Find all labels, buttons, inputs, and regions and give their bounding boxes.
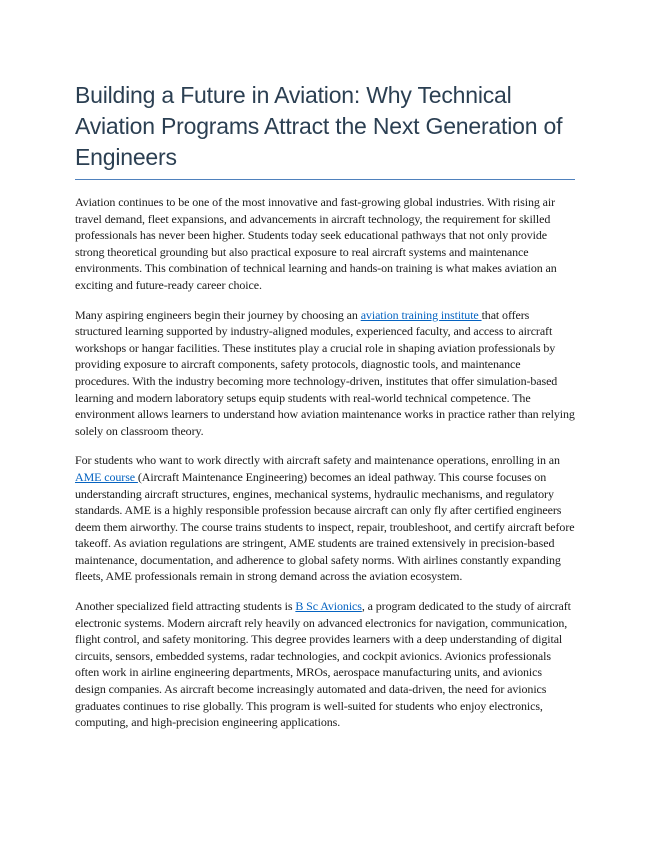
ame-course-link[interactable]: AME course: [75, 469, 138, 484]
text-run: , a program dedicated to the study of aircraft electronic systems. Modern aircraft rely heavily on advanced electronics for navigation, communication, flight control, and safety monitoring. This degree provides learners with a deep understanding of digital circuits, sensors, embedded systems, radar technologies, and cockpit avionics. Avionics professionals often work in airline engineering departments, MROs, aerospace manufacturing units, and avionics design companies. As aircraft become increasingly automated and data-driven, the need for avionics graduates continues to rise globally. This program is well-suited for students who enjoy electronics, computing, and high-precision engineering applications.: [75, 599, 571, 730]
text-run: For students who want to work directly with aircraft safety and maintenance operations, enrolling in an: [75, 453, 560, 468]
text-run: (Aircraft Maintenance Engineering) becomes an ideal pathway. This course focuses on understanding aircraft structures, engines, mechanical systems, hydraulic mechanisms, and regulatory standards. AME is a highly responsible profession because aircraft can only fly after certified engineers deem them airworthy. The course trains students to inspect, repair, troubleshoot, and certify aircraft before takeoff. As aviation regulations are stringent, AME students are trained extensively in precision-based maintenance, documentation, and adherence to global safety norms. With airlines constantly expanding fleets, AME professionals remain in strong demand across the aviation ecosystem.: [75, 469, 575, 584]
text-run: Many aspiring engineers begin their journey by choosing an: [75, 307, 361, 322]
paragraph: [75, 598, 575, 731]
document-title: Building a Future in Aviation: Why Technical Aviation Programs Attract the Next Generation of Engineers: [75, 82, 563, 170]
bsc-avionics-link[interactable]: B Sc Avionics: [295, 599, 362, 614]
text-run: that offers structured learning supported by industry-aligned modules, experienced faculty, and access to aircraft workshops or hangar facilities. These institutes play a crucial role in shaping aviation professionals by providing exposure to aircraft components, safety protocols, diagnostic tools, and maintenance procedures. With the industry becoming more technology-driven, institutes that offer simulation-based learning and modern laboratory setups equip students with real-world technical competence. The environment allows learners to understand how aviation maintenance works in practice rather than relying solely on classroom theory.: [75, 307, 575, 438]
text-run: Aviation continues to be one of the most innovative and fast-growing global industries. With rising air travel demand, fleet expansions, and advancements in aircraft technology, the requirement for skilled professionals has never been higher. Students today seek educational pathways that not only provide strong theoretical grounding but also practical exposure to real aircraft systems and maintenance environments. This combination of technical learning and hands-on training is what makes aviation an exciting and future-ready career choice.: [75, 195, 557, 292]
title-divider-rule: [75, 179, 575, 180]
paragraph: [75, 194, 575, 294]
paragraph: [75, 452, 575, 585]
aviation-training-institute-link[interactable]: aviation training institute: [360, 307, 482, 322]
text-run: Another specialized field attracting students is: [75, 599, 296, 614]
paragraph: [75, 307, 575, 440]
document-body: [75, 194, 575, 731]
